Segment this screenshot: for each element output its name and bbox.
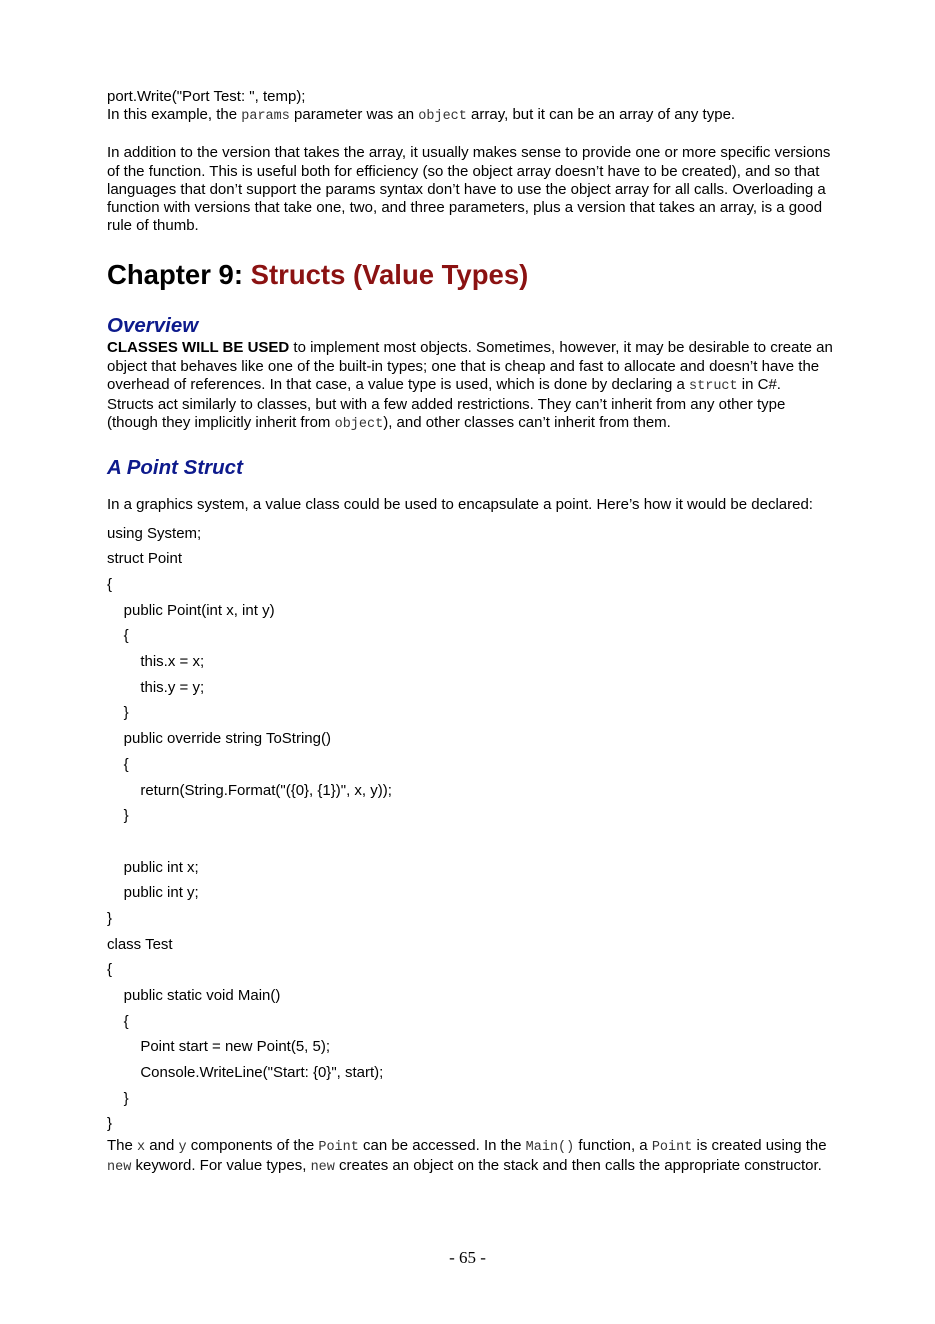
code-line: public int y; xyxy=(107,884,199,902)
code-line-port-write: port.Write("Port Test: ", temp); xyxy=(107,88,306,105)
inline-code-point: Point xyxy=(318,1140,359,1156)
chapter-prefix: Chapter 9: xyxy=(107,259,251,291)
params-explanation: In this example, the params parameter was an object array, but it can be an array of any type. xyxy=(107,106,736,125)
chapter-title xyxy=(107,257,837,293)
code-line: this.y = y; xyxy=(107,678,205,696)
inline-code-object: object xyxy=(334,417,384,433)
code-line: { xyxy=(107,627,129,645)
inline-code-point: Point xyxy=(651,1140,693,1156)
code-line: Console.WriteLine("Start: {0}", start); xyxy=(107,1064,384,1082)
page-number: - 65 - xyxy=(449,1248,486,1267)
point-intro-paragraph: In a graphics system, a value class could be used to encapsulate a point. Here’s how it would be declared: xyxy=(107,496,813,514)
code-line: public static void Main() xyxy=(107,987,281,1005)
code-line: { xyxy=(107,576,113,594)
inline-code-x: x xyxy=(137,1140,146,1156)
inline-code-main: Main() xyxy=(525,1140,575,1156)
inline-code-new: new xyxy=(107,1160,132,1176)
inline-code-struct: struct xyxy=(689,378,738,394)
code-line: } xyxy=(107,909,113,927)
code-line xyxy=(107,829,837,855)
code-line: public override string ToString() xyxy=(107,730,331,748)
code-line: public int x; xyxy=(107,858,199,876)
chapter-name: Structs (Value Types) xyxy=(250,259,529,291)
code-line: { xyxy=(107,755,129,773)
closing-paragraph: The x and y components of the Point can be accessed. In the Main() function, a Point is created using the new keyword. For value types, new creates an object on the stack and then calls the appropriate constructor. xyxy=(107,1137,827,1176)
code-line: this.x = x; xyxy=(107,653,205,671)
point-struct-heading: A Point Struct xyxy=(107,456,243,480)
code-line: using System; xyxy=(107,524,202,542)
code-line: Point start = new Point(5, 5); xyxy=(107,1038,331,1056)
overview-heading: Overview xyxy=(107,314,199,338)
code-line: struct Point xyxy=(107,550,183,568)
inline-code-y: y xyxy=(178,1140,187,1156)
overview-paragraph-2: Structs act similarly to classes, but with a few added restrictions. They can’t inherit from any other type (though they implicitly inherit from object), and other classes can’t inherit from them. xyxy=(107,396,786,433)
code-line: { xyxy=(107,1012,129,1030)
code-line: } xyxy=(107,807,129,825)
lead-in-caps: CLASSES WILL BE USED xyxy=(107,339,290,357)
overview-paragraph-1: CLASSES WILL BE USED to implement most objects. Sometimes, however, it may be desirable to create an object that behaves like one of the built-in types; one that is cheap and fast to allocate and doesn’t have the overhead of references. In that case, a value type is used, which is done by declaring a struct in C#. xyxy=(107,339,833,394)
code-line: return(String.Format("({0}, {1})", x, y)); xyxy=(107,781,392,799)
code-line: public Point(int x, int y) xyxy=(107,601,275,619)
code-line: } xyxy=(107,1115,113,1133)
inline-code-new: new xyxy=(310,1160,335,1176)
overload-paragraph: In addition to the version that takes the array, it usually makes sense to provide one or more specific versions of the function. This is useful both for efficiency (so the object array doesn’t have to be created), and so that languages that don’t support the params syntax don’t have to use the object array for all calls. Overloading a function with versions that take one, two, and three parameters, plus a version that takes an array, is a good rule of thumb. xyxy=(107,144,831,235)
document-page xyxy=(107,88,837,1178)
code-line: } xyxy=(107,704,129,722)
code-line: { xyxy=(107,961,113,979)
code-line: } xyxy=(107,1089,129,1107)
code-line: class Test xyxy=(107,935,173,953)
inline-code-object: object xyxy=(418,109,467,125)
code-listing xyxy=(107,521,837,1138)
inline-code-params: params xyxy=(241,109,290,125)
